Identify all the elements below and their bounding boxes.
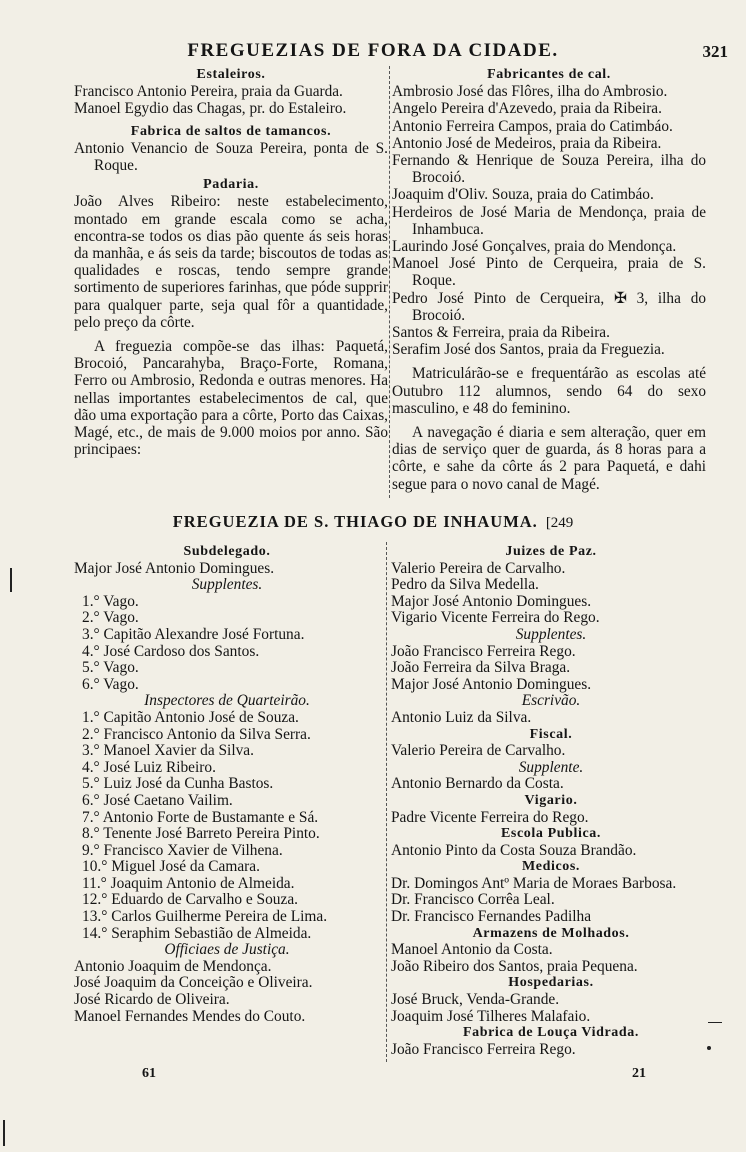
list-item: 6.° Vago. [82,675,139,693]
list-item: Dr. Domingos Antº Maria de Moraes Barbosa. [391,874,677,892]
section-title-text: FREGUEZIA DE S. THIAGO DE INHAUMA. [172,512,538,531]
list-item: Manoel Antonio da Costa. [391,941,553,959]
list-item: Dr. Francisco Corrêa Leal. [391,891,555,909]
list-item: Antonio Pinto da Costa Souza Brandão. [391,841,637,859]
section-heading: Subdelegado. [183,544,271,559]
section-heading: Supplentes. [191,576,263,594]
list-item: José Ricardo de Oliveira. [74,991,230,1009]
scan-mark [3,1120,5,1146]
scan-mark [708,1022,722,1023]
list-item: Valerio Pereira de Carvalho. [391,559,566,577]
list-item: Santos & Ferreira, praia da Ribeira. [392,324,610,342]
list-item: 9.° Francisco Xavier de Vilhena. [82,841,283,859]
list-item: Pedro José Pinto de Cerqueira, ✠ 3, ilha do Brocoió. [392,289,706,324]
list-item: 4.° José Luiz Ribeiro. [82,758,216,776]
section-heading: Armazens de Molhados. [472,925,630,941]
page-title: FREGUEZIAS DE FORA DA CIDADE. [187,40,559,61]
list-item: Joaquim José Tilheres Malafaio. [391,1007,591,1025]
list-item: Serafim José dos Santos, praia da Freguezia. [392,341,665,359]
list-item: 13.° Carlos Guilherme Pereira de Lima. [82,908,328,926]
list-item: 2.° Vago. [82,609,139,627]
list-item: Vigario Vicente Ferreira do Rego. [391,609,600,627]
list-item: Joaquim d'Oliv. Souza, praia do Catimbáo. [392,186,654,204]
list-item: Ambrosio José das Flôres, ilha do Ambrosio. [392,83,668,101]
scan-mark [707,1046,711,1050]
list-item: Francisco Antonio Pereira, praia da Guarda. [74,83,343,101]
list-item: Valerio Pereira de Carvalho. [391,742,566,760]
list-item: 1.° Capitão Antonio José de Souza. [82,708,299,726]
section-heading: Escola Publica. [500,826,601,842]
list-item: Major José Antonio Domingues. [391,675,592,693]
section-heading: Hospedarias. [508,975,594,991]
section-code: [249 [545,515,574,531]
section-heading: Escrivão. [521,692,581,710]
list-item: 2.° Francisco Antonio da Silva Serra. [82,725,311,743]
list-item: Antonio Luiz da Silva. [391,708,532,726]
list-item: 11.° Joaquim Antonio de Almeida. [82,874,295,892]
list-item: 3.° Manoel Xavier da Silva. [82,742,254,760]
list-item: Major José Antonio Domingues. [74,559,275,577]
list-item: 8.° Tenente José Barreto Pereira Pinto. [82,825,320,843]
section-heading: Vigario. [524,792,578,808]
column-right-bottom [391,544,711,1058]
list-item: Major José Antonio Domingues. [391,592,592,610]
section-heading: Padaria. [203,177,259,193]
section-heading: Inspectores de Quarteirão. [144,692,310,710]
list-item: Antonio Ferreira Campos, praia do Catimbáo. [392,117,673,135]
column-divider [389,66,390,498]
column-divider [386,542,387,1062]
list-item: Fernando & Henrique de Souza Pereira, ilha do Brocoió. [392,152,706,187]
list-item: João Ribeiro dos Santos, praia Pequena. [391,957,638,975]
list-item: 10.° Miguel José da Camara. [82,858,260,876]
list-item: João Francisco Ferreira Rego. [391,642,576,660]
paragraph-navegacao: A navegação é diaria e sem alteração, quer em dias de serviço quer de guarda, ás 8 horas para a côrte, e sahe da côrte ás 2 para Paquetá, e dahi segue para o novo canal de Magé. [392,424,706,493]
list-item: 5.° Vago. [82,659,139,677]
list-item: Angelo Pereira d'Azevedo, praia da Ribeira. [392,100,662,118]
paragraph-ilhas: A freguezia compõe-se das ilhas: Paquetá, Brocoió, Pancarahyba, Braço-Forte, Romana, Ferro ou Ambrosio, Redonda e outras menores. Ha nellas importantes estabelecimentos de cal, que dão uma exportação para a côrte, Porto das Caixas, Magé, etc., de mais de 9.000 moios por anno. São principaes: [74,338,388,459]
page-header [0,40,746,64]
list-item: José Bruck, Venda-Grande. [391,991,560,1009]
list-item: João Ferreira da Silva Braga. [391,659,571,677]
section-heading: Fabrica de Louça Vidrada. [462,1025,639,1041]
list-item: 7.° Antonio Forte de Bustamante e Sá. [82,808,319,826]
section-heading: Fabricantes de cal. [487,67,611,82]
section-heading: Juizes de Paz. [505,544,597,559]
column-left-top [74,66,388,458]
section-heading: Fabrica de saltos de tamancos. [130,123,332,139]
section-heading: Supplente. [518,758,584,776]
list-item: Antonio Joaquim de Mendonça. [74,957,272,975]
list-item: 12.° Eduardo de Carvalho e Souza. [82,891,299,909]
section-heading: Officiaes de Justiça. [164,941,290,959]
scan-mark [10,568,12,592]
list-item: 4.° José Cardoso dos Santos. [82,642,260,660]
list-item: Antonio Venancio de Souza Pereira, ponta de S. Roque. [74,139,388,175]
list-item: Pedro da Silva Medella. [391,576,539,594]
column-right-top [392,66,706,493]
list-item: 3.° Capitão Alexandre José Fortuna. [82,625,305,643]
list-item: Padre Vicente Ferreira do Rego. [391,808,589,826]
list-item: Manoel Fernandes Mendes do Couto. [74,1007,306,1025]
list-item: Laurindo José Gonçalves, praia do Mendonça. [392,238,677,256]
list-item: José Joaquim da Conceição e Oliveira. [74,974,313,992]
footer-left-number: 61 [142,1066,156,1081]
list-item: 14.° Seraphim Sebastião de Almeida. [82,924,312,942]
paragraph-padaria: João Alves Ribeiro: neste estabelecimento, montado em grande escala como se acha, encontra-se todos os dias pão quente ás seis horas da manhãa, e ás seis da tarde; biscoutos de todas as qualidades e roscas, tendo sempre grande sortimento de superiores farinhas, que póde supprir para qualquer parte, seja qual fôr a quantidade, pelo preço da côrte. [74,193,388,331]
page-number: 321 [702,42,728,61]
section-heading: Medicos. [521,859,581,875]
column-left-bottom [74,544,380,1025]
section-heading: Supplentes. [515,625,587,643]
section-heading: Fiscal. [529,726,573,742]
list-item: 5.° Luiz José da Cunha Bastos. [82,775,274,793]
list-item: 1.° Vago. [82,592,139,610]
section-title [0,512,746,532]
paragraph-escolas: Matriculárão-se e frequentárão as escolas até Outubro 112 alumnos, sendo 64 do sexo masculino, e 48 do feminino. [392,365,706,417]
list-item: Antonio Bernardo da Costa. [391,775,564,793]
section-heading: Estaleiros. [196,67,266,82]
list-item: 6.° José Caetano Vailim. [82,791,233,809]
list-item: João Francisco Ferreira Rego. [391,1040,576,1058]
footer-right-number: 21 [632,1066,646,1081]
list-item: Antonio José de Medeiros, praia da Ribeira. [392,134,662,152]
list-item: Dr. Francisco Fernandes Padilha [391,908,592,926]
list-item: Manoel José Pinto de Cerqueira, praia de S. Roque. [392,255,706,290]
list-item: Manoel Egydio das Chagas, pr. do Estaleiro. [74,100,347,118]
list-item: Herdeiros de José Maria de Mendonça, praia de Inhambuca. [392,203,706,238]
